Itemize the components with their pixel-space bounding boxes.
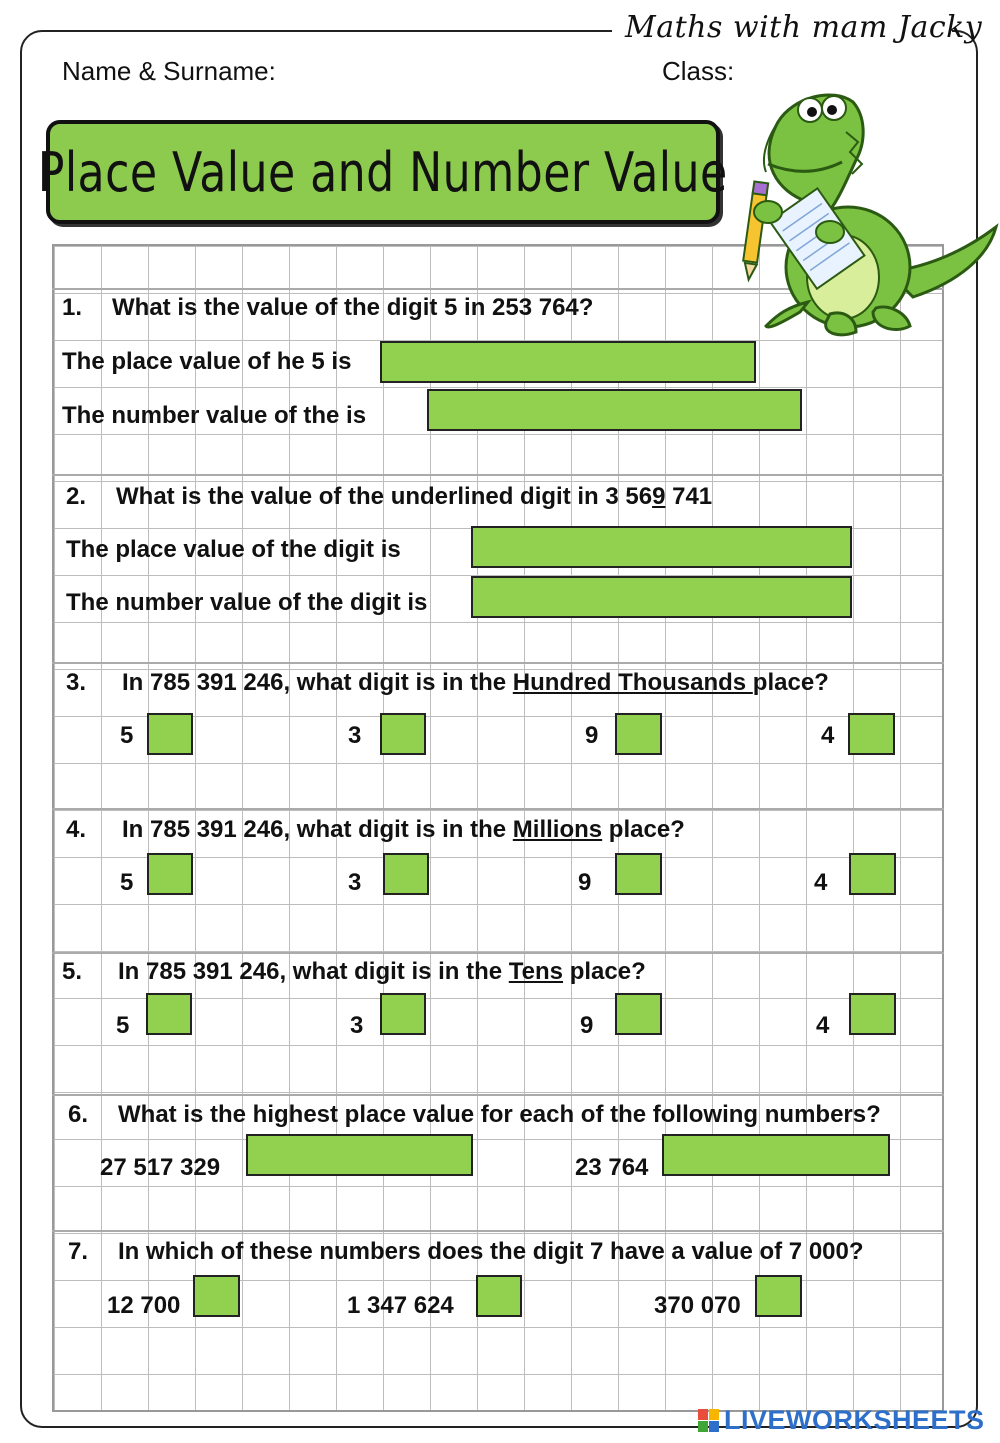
option-label: 9 xyxy=(578,869,592,896)
answer-box[interactable] xyxy=(662,1134,890,1176)
liveworksheets-logo-text: LIVEWORKSHEETS xyxy=(724,1405,985,1435)
option-label: 4 xyxy=(814,869,828,896)
option-checkbox[interactable] xyxy=(849,993,896,1035)
option-label: 5 xyxy=(116,1012,130,1039)
option-label: 3 xyxy=(348,869,362,896)
answer-box[interactable] xyxy=(471,576,852,618)
divider xyxy=(52,808,944,810)
option-label: 5 xyxy=(120,722,134,749)
option-checkbox[interactable] xyxy=(476,1275,522,1317)
divider xyxy=(52,1230,944,1232)
answer-box[interactable] xyxy=(246,1134,473,1176)
question-number: 7. xyxy=(68,1238,89,1265)
name-label: Name & Surname: xyxy=(62,56,276,86)
option-checkbox[interactable] xyxy=(380,993,426,1035)
option-label: 370 070 xyxy=(654,1292,741,1319)
question-number: 2. xyxy=(66,483,87,510)
answer-label: The number value of the is xyxy=(62,402,367,429)
question-number: 1. xyxy=(62,294,83,321)
answer-box[interactable] xyxy=(380,341,756,383)
answer-label: The place value of he 5 is xyxy=(62,348,352,375)
question-text: In which of these numbers does the digit 7 have a value of 7 000? xyxy=(118,1238,864,1265)
question-text: What is the highest place value for each of the following numbers? xyxy=(118,1101,881,1128)
option-label: 9 xyxy=(580,1012,594,1039)
option-checkbox[interactable] xyxy=(380,713,426,755)
question-text: In 785 391 246, what digit is in the Hundred Thousands place? xyxy=(122,669,829,696)
question-text: What is the value of the digit 5 in 253 764? xyxy=(112,294,594,321)
class-label: Class: xyxy=(662,56,735,86)
option-label: 5 xyxy=(120,869,134,896)
option-label: 4 xyxy=(821,722,835,749)
question-number: 6. xyxy=(68,1101,89,1128)
liveworksheets-logo-icon xyxy=(698,1409,720,1433)
answer-box[interactable] xyxy=(427,389,802,431)
worksheet-title: Place Value and Number Value xyxy=(38,140,728,204)
option-checkbox[interactable] xyxy=(615,713,662,755)
divider xyxy=(52,952,944,954)
option-label: 3 xyxy=(350,1012,364,1039)
divider xyxy=(52,1094,944,1096)
question-number: 4. xyxy=(66,816,87,843)
option-checkbox[interactable] xyxy=(755,1275,802,1317)
question-text: What is the value of the underlined digit in 3 569 741 xyxy=(116,483,713,510)
question-text: In 785 391 246, what digit is in the Tens place? xyxy=(118,958,646,985)
option-label: 3 xyxy=(348,722,362,749)
crocodile-icon xyxy=(738,82,1000,344)
option-checkbox[interactable] xyxy=(615,993,662,1035)
option-label: 1 347 624 xyxy=(347,1292,454,1319)
option-checkbox[interactable] xyxy=(147,853,193,895)
option-checkbox[interactable] xyxy=(193,1275,240,1317)
brand-title: Maths with mam Jacky xyxy=(625,10,983,45)
worksheet-title-banner xyxy=(38,120,728,224)
question-number: 3. xyxy=(66,669,87,696)
option-checkbox[interactable] xyxy=(147,713,193,755)
number-label: 27 517 329 xyxy=(100,1154,221,1181)
option-label: 12 700 xyxy=(107,1292,181,1319)
option-checkbox[interactable] xyxy=(383,853,429,895)
question-text: In 785 391 246, what digit is in the Millions place? xyxy=(122,816,685,843)
option-checkbox[interactable] xyxy=(146,993,192,1035)
answer-label: The place value of the digit is xyxy=(66,536,401,563)
option-label: 9 xyxy=(585,722,599,749)
option-checkbox[interactable] xyxy=(615,853,662,895)
option-label: 4 xyxy=(816,1012,830,1039)
answer-label: The number value of the digit is xyxy=(66,589,428,616)
divider xyxy=(52,474,944,476)
option-checkbox[interactable] xyxy=(849,853,896,895)
answer-box[interactable] xyxy=(471,526,852,568)
number-label: 23 764 xyxy=(575,1154,649,1181)
question-number: 5. xyxy=(62,958,83,985)
option-checkbox[interactable] xyxy=(848,713,895,755)
divider xyxy=(52,662,944,664)
